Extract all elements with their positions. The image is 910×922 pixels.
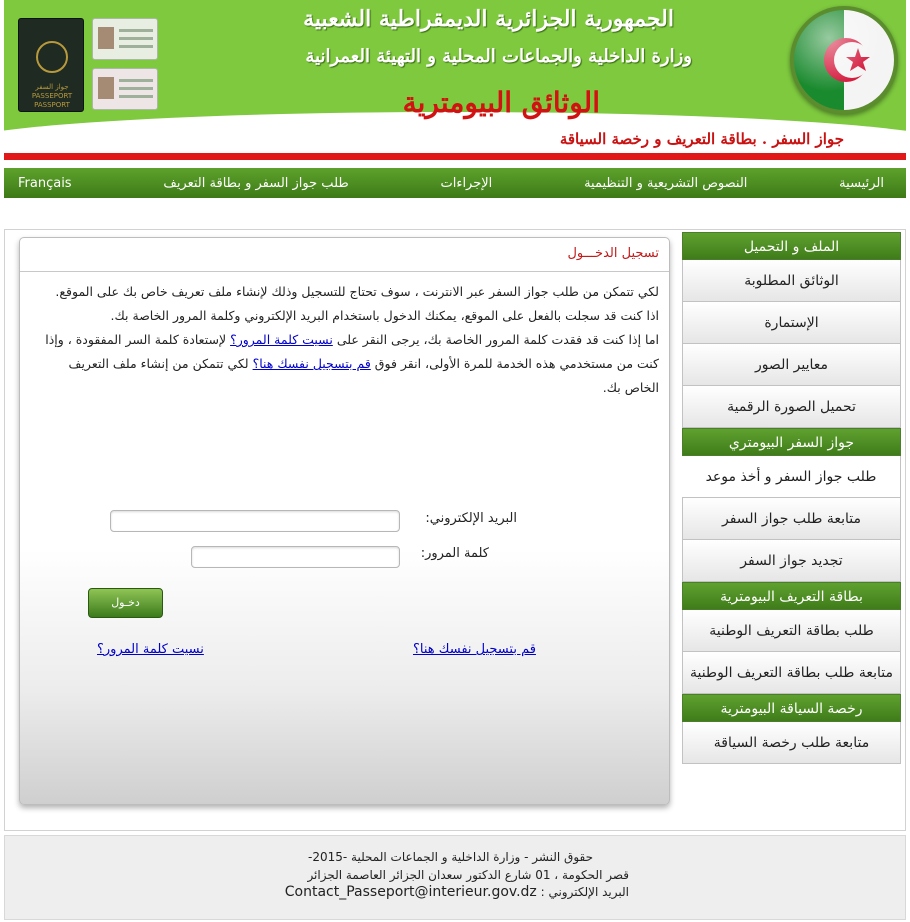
card-line (119, 45, 153, 48)
sidebar (682, 232, 901, 764)
passport-cover-text: جواز السفر PASSEPORT PASSPORT (31, 83, 73, 109)
header-main-title: الوثائق البيومترية (402, 86, 600, 119)
sidebar-item-required-documents[interactable]: الوثائق المطلوبة (682, 260, 901, 302)
sidebar-item-passport-tracking[interactable]: متابعة طلب جواز السفر (682, 498, 901, 540)
intro-text: اما إذا كنت قد فقدت كلمة المرور الخاصة بك، يرجى النقر على (336, 332, 659, 347)
email-label: البريد الإلكتروني: (425, 511, 517, 526)
passport-image (18, 18, 84, 112)
login-instructions (39, 280, 659, 400)
header-ministry-title: وزارة الداخلية والجماعات المحلية و التهيئة العمرانية (305, 46, 692, 67)
email-input[interactable] (110, 510, 400, 532)
login-panel (19, 237, 670, 805)
card-line (119, 95, 153, 98)
sidebar-section-id-card: بطاقة التعريف البيومترية (682, 582, 901, 610)
nav-legislation[interactable]: النصوص التشريعية و التنظيمية (584, 175, 748, 191)
card-photo-icon (98, 27, 114, 49)
site-footer (4, 835, 906, 920)
card-line (119, 79, 153, 82)
header-republic-title: الجمهورية الجزائرية الديمقراطية الشعبية (303, 6, 674, 32)
footer-contact (285, 884, 629, 900)
header-subtitle: جواز السفر . بطاقة التعريف و رخصة السياقة (559, 130, 844, 148)
login-button[interactable]: دخـول (88, 588, 163, 618)
card-line (119, 37, 153, 40)
footer-email-label: البريد الإلكتروني : (540, 885, 629, 899)
sidebar-item-upload-photo[interactable]: تحميل الصورة الرقمية (682, 386, 901, 428)
card-photo-icon (98, 77, 114, 99)
footer-email-link[interactable]: Contact_Passeport@interieur.gov.dz (284, 884, 537, 900)
sidebar-item-id-request[interactable]: طلب بطاقة التعريف الوطنية (682, 610, 901, 652)
algeria-flag-icon (790, 6, 898, 114)
forgot-password-link[interactable]: نسيت كلمة المرور؟ (97, 642, 204, 657)
documents-image (18, 14, 163, 114)
intro-paragraph-3 (39, 328, 659, 400)
driving-license-image (92, 68, 158, 110)
passport-emblem-icon (36, 41, 68, 73)
password-input[interactable] (191, 546, 400, 568)
login-title: تسجيل الدخـــول (567, 246, 659, 261)
sidebar-section-driving-license: رخصة السياقة البيومترية (682, 694, 901, 722)
main-nav (4, 168, 906, 198)
intro-register-link[interactable]: قم بتسجيل نفسك هنا؟ (252, 356, 371, 371)
card-line (119, 87, 153, 90)
intro-text: لإستعادة كلمة السر المفقودة ، وإذا كنت من مستخدمي هذه الخدمة للمرة الأولى، انقر فوق (45, 332, 659, 371)
site-header (4, 0, 906, 160)
nav-passport-id-request[interactable]: طلب جواز السفر و بطاقة التعريف (163, 175, 349, 191)
nav-language-french[interactable]: Français (18, 175, 72, 191)
header-red-divider (4, 153, 906, 160)
intro-paragraph-2: اذا كنت قد سجلت بالفعل على الموقع، يمكنك الدخول باستخدام البريد الإلكتروني وكلمة المرور الخاصة بك. (110, 308, 659, 323)
sidebar-section-passport: جواز السفر البيومتري (682, 428, 901, 456)
sidebar-item-id-tracking[interactable]: متابعة طلب بطاقة التعريف الوطنية (682, 652, 901, 694)
nav-home[interactable]: الرئيسية (839, 175, 884, 191)
intro-forgot-password-link[interactable]: نسيت كلمة المرور؟ (230, 332, 333, 347)
login-divider (20, 271, 669, 272)
sidebar-item-photo-standards[interactable]: معايير الصور (682, 344, 901, 386)
flag-shine (794, 10, 894, 110)
footer-address: قصر الحكومة ، 01 شارع الدكتور سعدان الجزائر العاصمة الجزائر (307, 868, 629, 882)
nav-procedures[interactable]: الإجراءات (440, 175, 493, 191)
card-line (119, 29, 153, 32)
footer-copyright: حقوق النشر - وزارة الداخلية و الجماعات المحلية -2015- (307, 850, 593, 864)
intro-text: لكي تتمكن من إنشاء ملف التعريف الخاص بك. (68, 356, 659, 395)
id-card-image (92, 18, 158, 60)
sidebar-item-passport-request[interactable]: طلب جواز السفر و أخذ موعد (682, 456, 901, 498)
password-label: كلمة المرور: (420, 546, 489, 561)
register-link[interactable]: قم بتسجيل نفسك هنا؟ (413, 642, 536, 657)
intro-paragraph-1: لكي تتمكن من طلب جواز السفر عبر الانترنت ، سوف تحتاج للتسجيل وذلك لإنشاء ملف تعريف خاص بك على الموقع. (55, 284, 659, 299)
sidebar-item-license-tracking[interactable]: متابعة طلب رخصة السياقة (682, 722, 901, 764)
sidebar-item-passport-renewal[interactable]: تجديد جواز السفر (682, 540, 901, 582)
sidebar-item-form[interactable]: الإستمارة (682, 302, 901, 344)
sidebar-section-files: الملف و التحميل (682, 232, 901, 260)
